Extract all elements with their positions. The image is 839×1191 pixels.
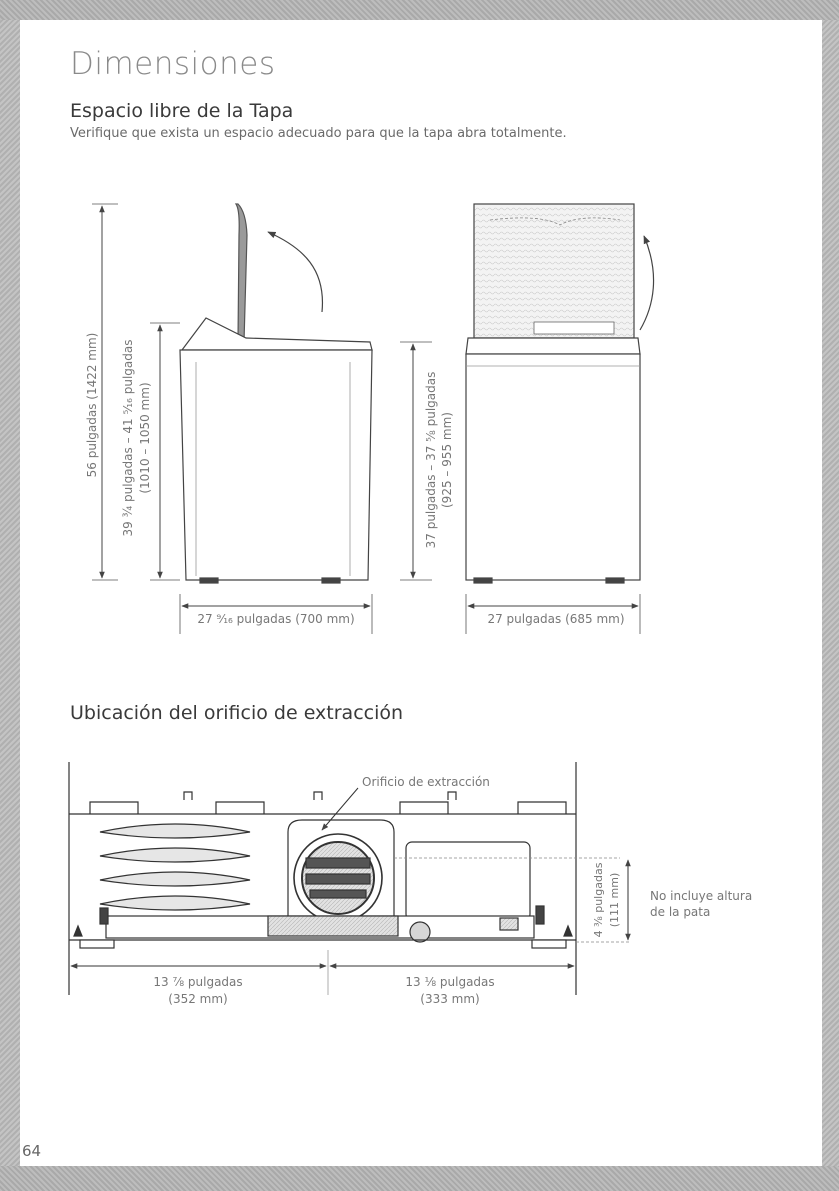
dimension-side-height bbox=[150, 323, 180, 580]
washer-bottom-view bbox=[69, 762, 576, 995]
label-width: 27 pulgadas (685 mm) bbox=[487, 612, 625, 626]
page-number: 64 bbox=[22, 1142, 42, 1160]
label-side-height-mm: (1010 – 1050 mm) bbox=[138, 382, 152, 494]
document-page bbox=[20, 20, 822, 1166]
lid-section-description: Verifique que exista un espacio adecuado para que la tapa abra totalmente. bbox=[70, 126, 567, 141]
label-drain-hole: Orificio de extracción bbox=[362, 775, 490, 789]
scan-border-right bbox=[822, 20, 839, 1166]
drain-section-heading: Ubicación del orificio de extracción bbox=[70, 702, 404, 724]
scan-border-top bbox=[0, 0, 839, 20]
label-depth: 27 ⁹⁄₁₆ pulgadas (700 mm) bbox=[197, 612, 355, 626]
lid-opening-arrow-side bbox=[268, 232, 322, 312]
label-front-height-inches: 37 pulgadas – 37 ⅝ pulgadas bbox=[424, 371, 438, 549]
label-leg-height-mm: (111 mm) bbox=[608, 872, 621, 928]
label-note-line-1: No incluye altura bbox=[650, 889, 753, 903]
label-right-distance-inches: 13 ⅛ pulgadas bbox=[405, 975, 495, 989]
dimension-drain-distances bbox=[71, 950, 574, 995]
washer-front-view bbox=[466, 204, 640, 583]
washer-side-view bbox=[180, 204, 372, 583]
label-front-height-mm: (925 – 955 mm) bbox=[440, 412, 454, 508]
scan-border-left bbox=[0, 20, 20, 1166]
label-left-distance-inches: 13 ⅞ pulgadas bbox=[153, 975, 243, 989]
lid-opening-arrow-front bbox=[640, 236, 654, 330]
page-title: Dimensiones bbox=[70, 46, 276, 82]
lid-section-heading: Espacio libre de la Tapa bbox=[70, 100, 294, 122]
label-leg-height-inches: 4 ⅜ pulgadas bbox=[592, 862, 605, 938]
label-left-distance-mm: (352 mm) bbox=[168, 992, 228, 1006]
label-right-distance-mm: (333 mm) bbox=[420, 992, 480, 1006]
label-note-line-2: de la pata bbox=[650, 905, 711, 919]
label-total-height: 56 pulgadas (1422 mm) bbox=[85, 332, 99, 478]
lid-clearance-diagram bbox=[20, 20, 822, 1166]
scan-border-bottom bbox=[0, 1166, 839, 1191]
label-side-height-inches: 39 ¾ pulgadas – 41 ⁵⁄₁₆ pulgadas bbox=[121, 339, 135, 537]
